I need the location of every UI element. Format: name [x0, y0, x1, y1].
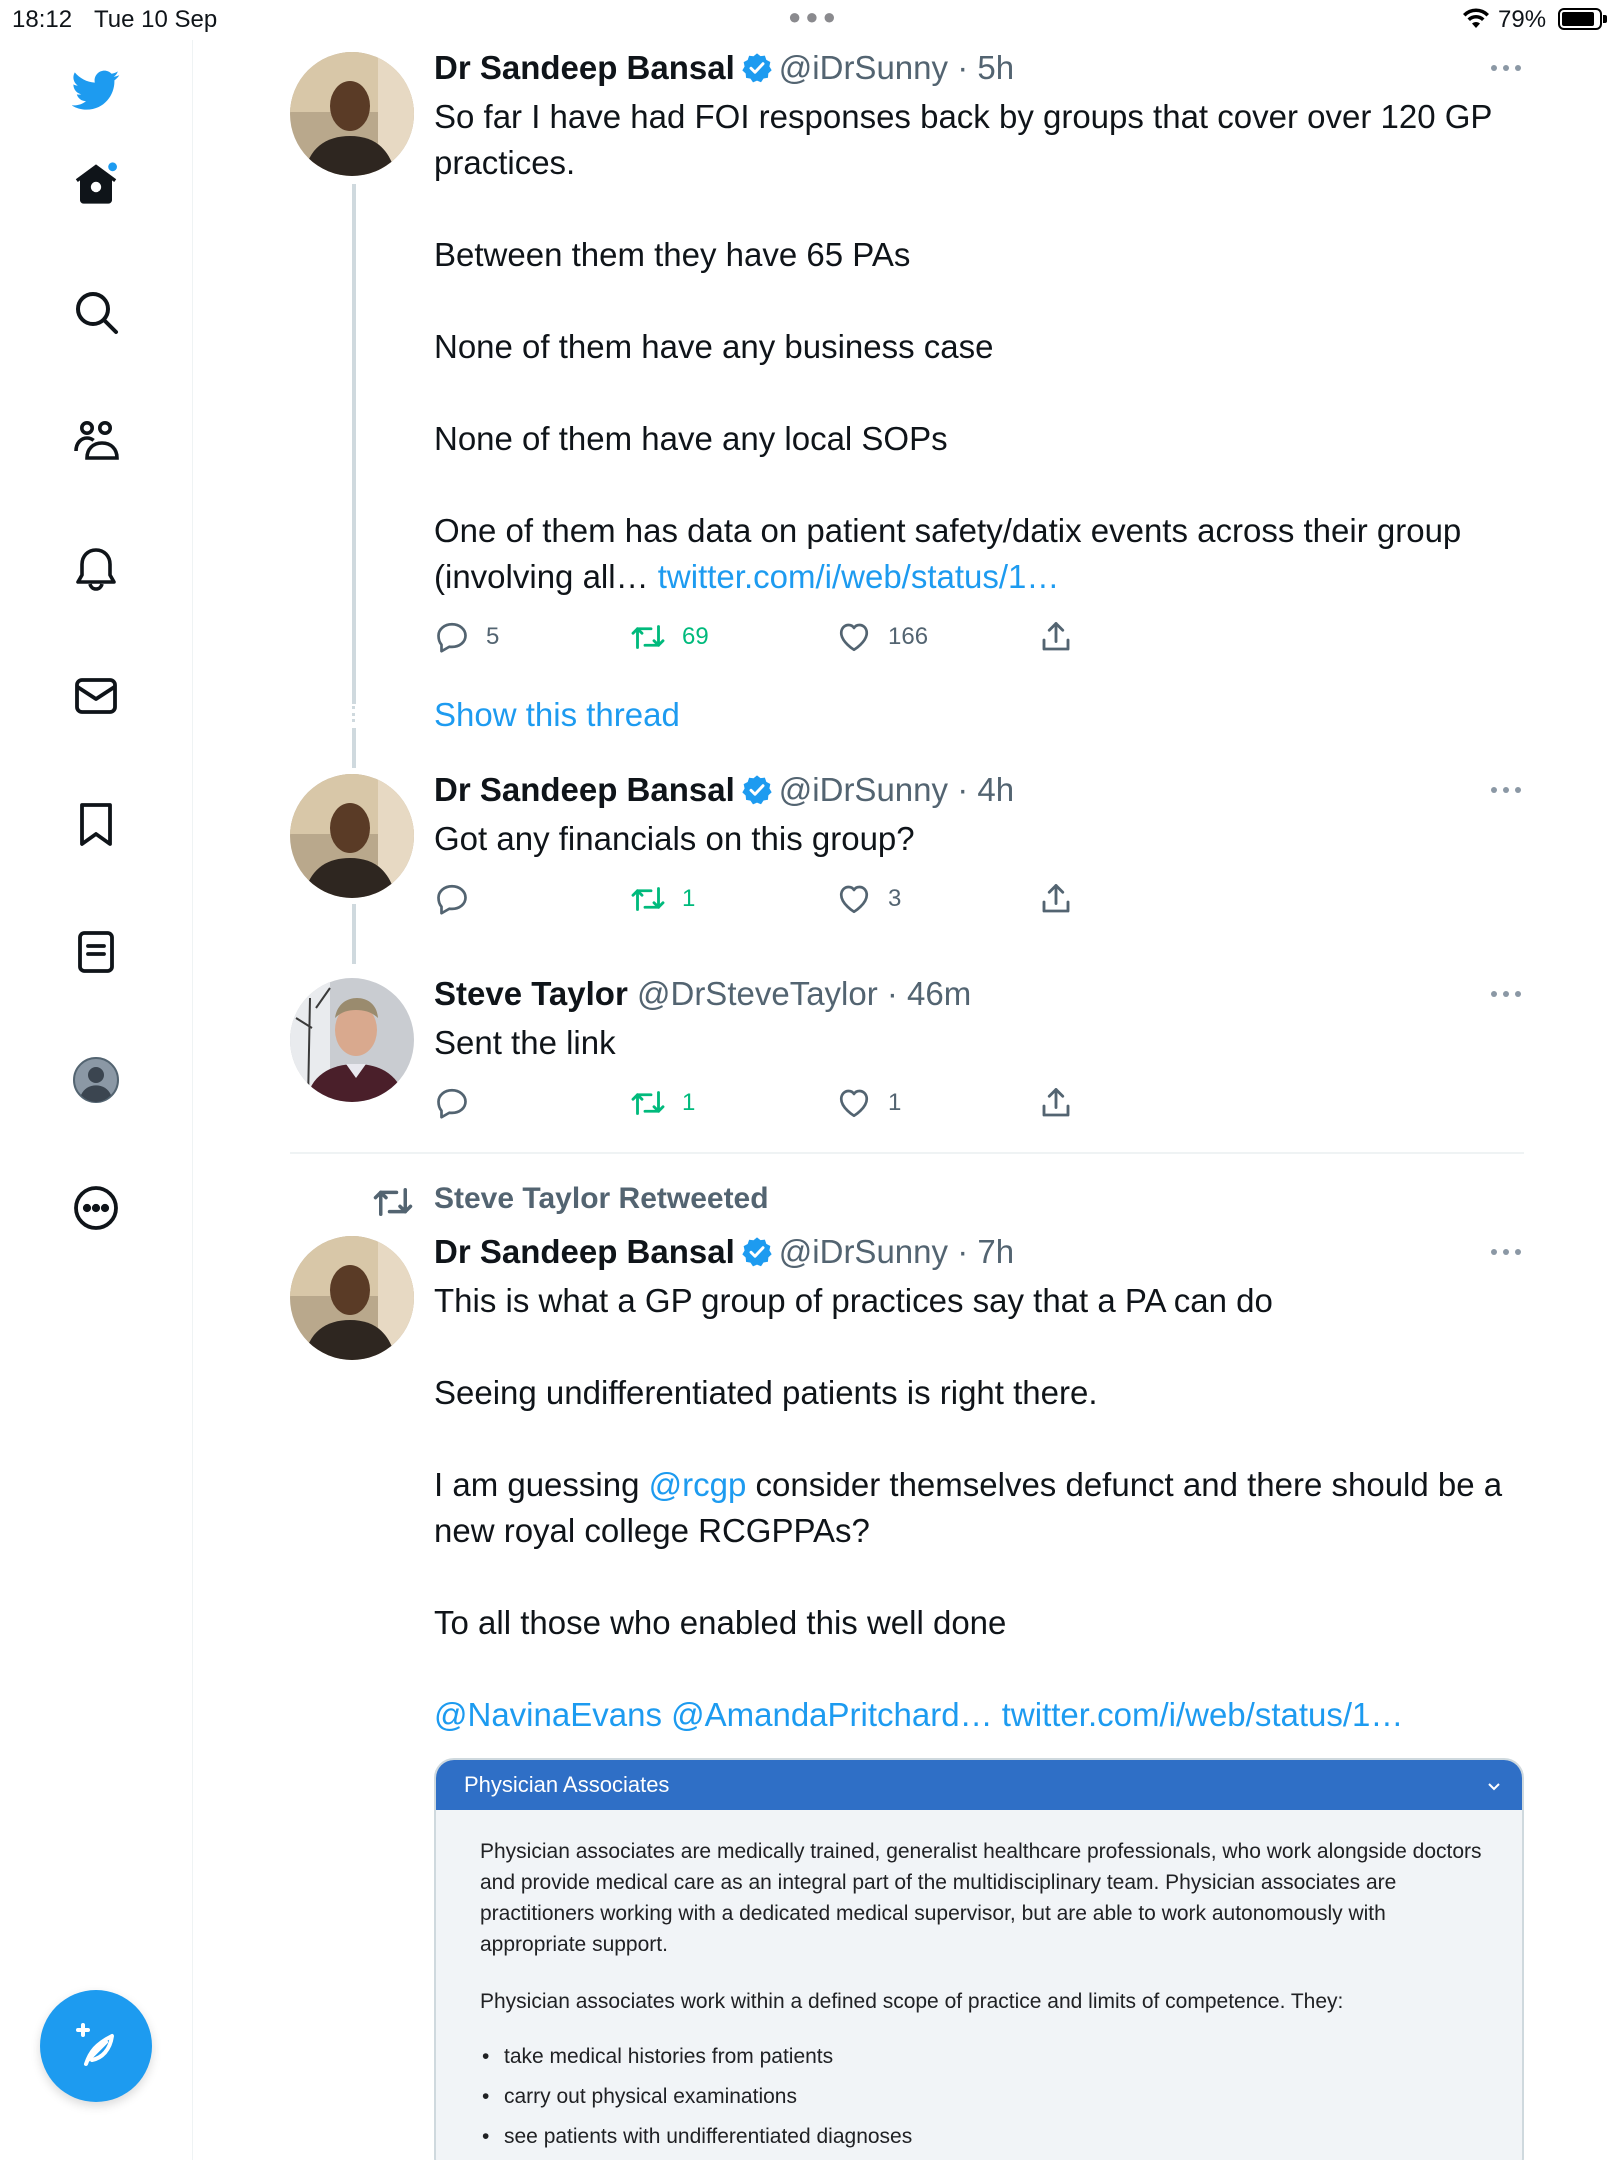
communities-icon[interactable] [66, 411, 126, 471]
tweet-image[interactable] [434, 1758, 1524, 2160]
more-icon[interactable] [1488, 988, 1524, 1000]
tweet-link[interactable]: twitter.com/i/web/status/1… [1001, 1696, 1404, 1733]
card-body [436, 1810, 1522, 2152]
show-thread-link[interactable]: Show this thread [434, 696, 680, 733]
verified-badge-icon [741, 52, 773, 84]
author-name[interactable]: Steve Taylor [434, 975, 628, 1012]
like-count: 166 [888, 623, 929, 650]
reply-button[interactable] [434, 1083, 486, 1123]
author-handle[interactable]: @iDrSunny [778, 771, 949, 808]
retweet-icon [630, 619, 666, 655]
reply-button[interactable] [434, 617, 499, 657]
author-handle[interactable]: @iDrSunny [778, 49, 949, 86]
twitter-logo-icon[interactable] [66, 60, 126, 120]
like-button[interactable] [836, 879, 901, 919]
avatar[interactable] [290, 1236, 414, 1360]
tweet-paragraph [434, 1692, 1524, 1738]
author-handle[interactable]: @iDrSunny [778, 1233, 949, 1270]
tweet-header [434, 1232, 1014, 1272]
share-button[interactable] [1038, 617, 1090, 657]
tweet-time[interactable]: · 4h [957, 771, 1015, 808]
mention-link[interactable]: @rcgp [648, 1466, 747, 1503]
status-bar [0, 0, 1620, 40]
tweet-paragraph: Got any financials on this group? [434, 820, 915, 857]
mention-link[interactable]: @NavinaEvans @AmandaPritchard… [434, 1696, 993, 1733]
tweet-actions [434, 879, 1094, 919]
more-options-icon[interactable] [66, 1178, 126, 1238]
battery-percent: 79% [1498, 6, 1547, 33]
retweeted-icon [372, 1184, 414, 1220]
author-name[interactable]: Dr Sandeep Bansal [434, 49, 735, 86]
search-icon[interactable] [66, 282, 126, 342]
tweet-paragraph: To all those who enabled this well done [434, 1604, 1007, 1641]
lists-icon[interactable] [66, 922, 126, 982]
retweet-button[interactable] [630, 617, 709, 657]
retweet-count: 69 [682, 623, 709, 650]
multitasking-dots-icon[interactable]: ●●● [788, 4, 840, 29]
like-button[interactable] [836, 1083, 901, 1123]
author-handle[interactable]: @DrSteveTaylor [636, 975, 878, 1012]
tweet-text-span: I am guessing [434, 1466, 649, 1503]
tweet-text [434, 1020, 1524, 1066]
avatar[interactable] [290, 774, 414, 898]
tweet-text-span: One of them has data on patient safety/datix events across their group (involving all… [434, 512, 1462, 595]
verified-badge-icon [741, 1236, 773, 1268]
more-icon[interactable] [1488, 62, 1524, 74]
list-item: • see patients with undifferentiated diagnoses [480, 2121, 1482, 2152]
home-icon[interactable] [66, 154, 126, 214]
retweet-icon [630, 1085, 666, 1121]
tweet-header [434, 770, 1014, 810]
like-icon [836, 881, 872, 917]
reply-button[interactable] [434, 879, 486, 919]
compose-tweet-button[interactable] [40, 1990, 152, 2102]
retweeted-by-label[interactable]: Steve Taylor Retweeted [434, 1182, 769, 1215]
like-count: 1 [888, 1089, 902, 1116]
tweet-time[interactable]: · 46m [886, 975, 972, 1012]
list-item: • take medical histories from patients [480, 2041, 1482, 2072]
author-name[interactable]: Dr Sandeep Bansal [434, 771, 735, 808]
card-paragraph: Physician associates work within a defined scope of practice and limits of competence. They: [480, 1990, 1344, 2013]
retweet-count: 1 [682, 1089, 696, 1116]
list-item: • carry out physical examinations [480, 2081, 1482, 2112]
tweet-paragraph: None of them have any business case [434, 328, 994, 365]
sidebar-nav [0, 40, 193, 2160]
reply-icon [434, 1085, 470, 1121]
tweet-link[interactable]: twitter.com/i/web/status/1… [657, 558, 1060, 595]
reply-count: 5 [486, 623, 500, 650]
thread-connector [352, 728, 356, 768]
bookmarks-icon[interactable] [66, 794, 126, 854]
card-title: Physician Associates [464, 1772, 670, 1797]
like-button[interactable] [836, 617, 928, 657]
reply-icon [434, 619, 470, 655]
thread-connector [352, 184, 356, 704]
tweet-header [434, 48, 1014, 88]
avatar[interactable] [290, 52, 414, 176]
tweet-header [434, 974, 971, 1014]
share-icon [1038, 881, 1074, 917]
tweet-text [434, 1278, 1524, 1738]
tweet-paragraph: Between them they have 65 PAs [434, 236, 911, 273]
author-name[interactable]: Dr Sandeep Bansal [434, 1233, 735, 1270]
more-icon[interactable] [1488, 1246, 1524, 1258]
status-time: 18:12 [12, 6, 73, 33]
tweet-time[interactable]: · 7h [957, 1233, 1015, 1270]
retweet-button[interactable] [630, 879, 695, 919]
reply-icon [434, 881, 470, 917]
card-header [436, 1760, 1522, 1810]
compose-feather-icon [72, 2022, 120, 2070]
messages-icon[interactable] [66, 666, 126, 726]
more-icon[interactable] [1488, 784, 1524, 796]
retweet-icon [630, 881, 666, 917]
battery-icon [1558, 8, 1602, 30]
tweet-divider [290, 1152, 1524, 1154]
tweet-paragraph: Sent the link [434, 1024, 616, 1061]
share-icon [1038, 1085, 1074, 1121]
tweet-paragraph: This is what a GP group of practices say that a PA can do [434, 1282, 1273, 1319]
avatar[interactable] [290, 978, 414, 1102]
status-date: Tue 10 Sep [94, 6, 218, 33]
tweet-text [434, 94, 1524, 600]
verified-badge-icon [741, 774, 773, 806]
retweet-count: 1 [682, 885, 696, 912]
wifi-icon [1460, 6, 1492, 30]
like-icon [836, 1085, 872, 1121]
card-list [480, 2041, 1482, 2152]
like-icon [836, 619, 872, 655]
share-button[interactable] [1038, 879, 1090, 919]
card-paragraph: Physician associates are medically trained, generalist healthcare professionals, who work alongside doctors and provide medical care as an integral part of the multidisciplinary team. Physician associates are practitioners working with a dedicated medical supervisor, but are able to work autonomously with appropriate support. [480, 1840, 1482, 1956]
tweet-paragraph [434, 508, 1524, 600]
tweet-paragraph: None of them have any local SOPs [434, 420, 948, 457]
tweet-text [434, 816, 1524, 862]
thread-connector [352, 706, 355, 722]
tweet-paragraph: So far I have had FOI responses back by groups that cover over 120 GP practices. [434, 98, 1492, 181]
share-button[interactable] [1038, 1083, 1090, 1123]
tweet-paragraph: Seeing undifferentiated patients is right there. [434, 1374, 1098, 1411]
tweet-paragraph [434, 1462, 1524, 1554]
like-count: 3 [888, 885, 902, 912]
chevron-down-icon [1484, 1776, 1504, 1796]
retweet-button[interactable] [630, 1083, 695, 1123]
share-icon [1038, 619, 1074, 655]
tweet-text-span: consider themselves defunct and there should be a new royal college RCGPPAs? [434, 1466, 1503, 1549]
notifications-icon[interactable] [66, 539, 126, 599]
profile-avatar-icon[interactable] [66, 1050, 126, 1110]
tweet-actions [434, 617, 1094, 657]
tweet-time[interactable]: · 5h [957, 49, 1015, 86]
tweet-actions [434, 1083, 1094, 1123]
thread-connector [352, 904, 356, 964]
